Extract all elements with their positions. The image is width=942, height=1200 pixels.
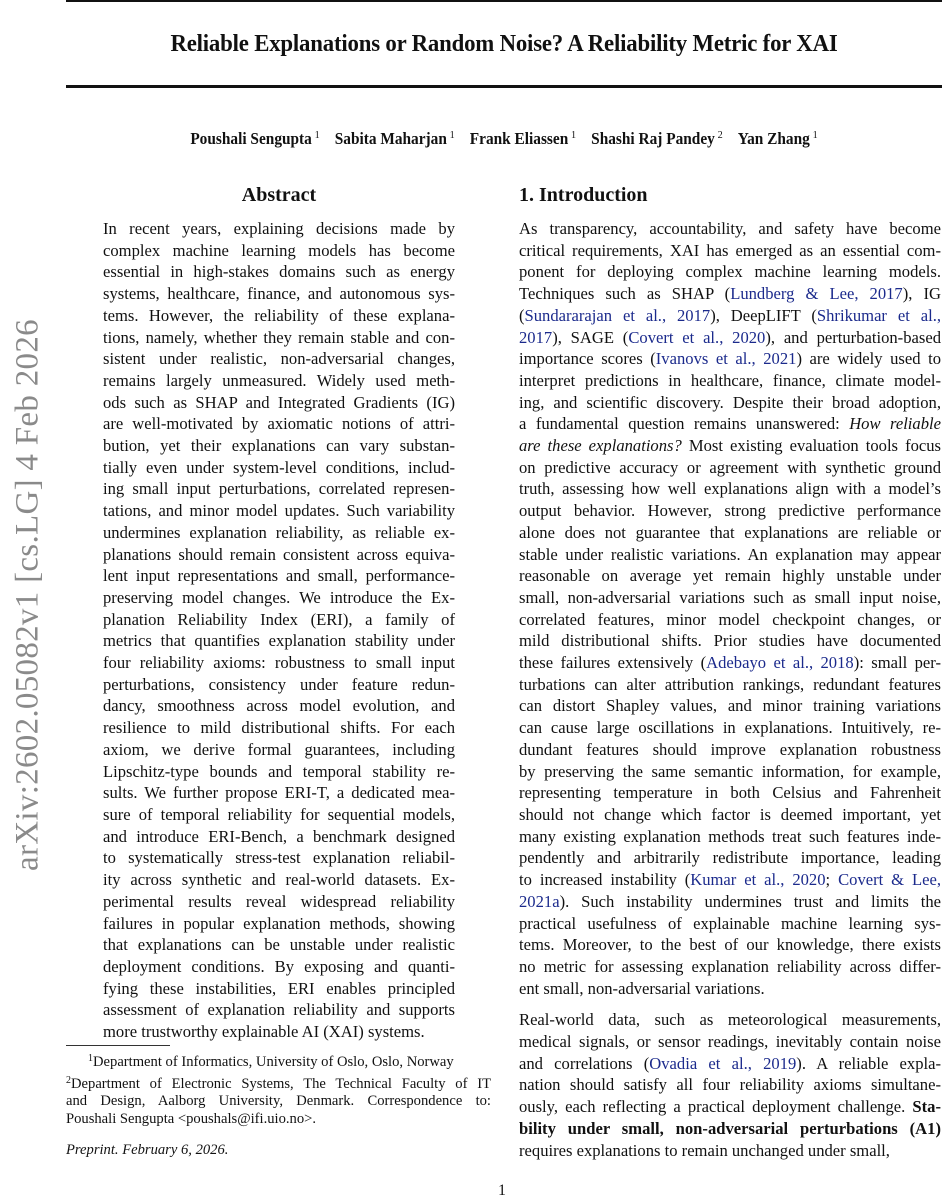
text-span: and correlations ( [519, 1053, 650, 1073]
text-span: no metric for assessing explanation reliability across differ- [519, 956, 941, 976]
text-span: pendently and arbitrarily redistribute importance, leading [519, 848, 941, 868]
introduction-paragraph-1 [519, 218, 941, 999]
text-span: can cause large oscillations in explanations. Intuitively, re- [519, 718, 941, 738]
text-line [519, 782, 941, 804]
paper-title: Reliable Explanations or Random Noise? A Reliability Metric for XAI [170, 30, 838, 57]
affiliation-footnotes [66, 1050, 491, 1128]
abstract-line: metrics that quantifies explanation stability under [103, 631, 455, 651]
abstract-line: planations should remain consistent across equiva- [103, 544, 455, 564]
author-name: Shashi Raj Pandey [591, 129, 715, 148]
citation-link[interactable]: Ivanovs et al., 2021 [655, 349, 797, 369]
author [738, 129, 818, 148]
abstract-line: complex machine learning models has become [103, 240, 455, 260]
abstract-line: are well-motivated by axiomatic notions of attri- [103, 414, 455, 434]
text-line [519, 934, 941, 956]
footnote-line [66, 1050, 491, 1072]
author-name: Yan Zhang [737, 129, 810, 148]
text-span: bility under small, non-adversarial perturbations (A1) [519, 1118, 941, 1138]
text-span: As transparency, accountability, and safety have become [519, 219, 941, 238]
text-line [519, 826, 941, 848]
title-rule-top [66, 0, 942, 2]
text-line [519, 847, 941, 869]
citation-link[interactable]: 2021a [519, 891, 560, 911]
footnote-text: Department of Informatics, University of Oslo, Oslo, Norway [93, 1054, 454, 1070]
text-span: many existing explanation methods treat such features inde- [519, 826, 941, 846]
text-span: can distort Shapley values, and minor training variations [519, 696, 941, 716]
footnote-text: and Design, Aalborg University, Denmark. Correspondence to: [66, 1093, 491, 1109]
text-line [519, 348, 941, 370]
text-line [519, 978, 941, 1000]
author-list [97, 124, 912, 150]
text-line [519, 695, 941, 717]
text-span: ; [825, 870, 839, 890]
footnote-mark: 2 [66, 1074, 71, 1086]
abstract-line: tially even under system-level conditions, includ- [103, 457, 455, 477]
text-line [519, 435, 941, 457]
text-line [519, 717, 941, 739]
text-line [519, 609, 941, 631]
text-line [519, 956, 941, 978]
abstract-line: tions, namely, whether they remain stable and con- [103, 327, 455, 347]
footnote-line [66, 1093, 491, 1111]
abstract-line: bution, yet their explanations can vary substan- [103, 436, 455, 456]
introduction-paragraph-2 [519, 1009, 941, 1161]
text-span: correlated features, minor model checkpoint changes, or [519, 609, 941, 629]
abstract-line: deployment conditions. By exposing and quanti- [103, 956, 455, 976]
author-name: Sabita Maharjan [334, 129, 447, 148]
text-line [519, 457, 941, 479]
abstract-line: tations, and minor model updates. Such variability [103, 501, 455, 521]
title-rule-bottom [66, 85, 942, 88]
citation-link[interactable]: Sundararajan et al., 2017 [524, 305, 711, 325]
text-line [519, 804, 941, 826]
text-span: critical requirements, XAI has emerged as an essential com- [519, 240, 941, 260]
text-line [519, 869, 941, 891]
text-span: ously, each reflecting a practical deployment challenge. [519, 1097, 913, 1117]
author-name: Frank Eliassen [469, 129, 569, 148]
text-line [519, 739, 941, 761]
text-span: Most existing evaluation tools focus [681, 436, 942, 456]
text-span: medical signals, or sensor readings, inevitably contain noise [519, 1032, 941, 1052]
abstract-line: Lipschitz-type bounds and temporal stability re- [103, 761, 455, 781]
abstract-line: to systematically stress-test explanation reliabil- [103, 848, 455, 868]
abstract-line: systems, healthcare, finance, and autonomous sys- [103, 284, 455, 304]
footnote-line [66, 1111, 491, 1129]
author-name: Poushali Sengupta [190, 129, 312, 148]
abstract-line: fying these instabilities, ERI enables principled [103, 978, 455, 998]
text-line [519, 392, 941, 414]
text-span: practical usefulness of explainable machine learning sys- [519, 913, 941, 933]
text-line [519, 565, 941, 587]
abstract-line: essential in high-stakes domains such as energy [103, 262, 455, 282]
abstract-line: In recent years, explaining decisions made by [103, 219, 455, 238]
abstract-line: lent input representations and small, performance- [103, 566, 455, 586]
text-line [519, 1009, 941, 1031]
abstract-line: preserving model changes. We introduce the Ex- [103, 587, 455, 607]
abstract-line: that explanations can be unstable under realistic [103, 935, 455, 955]
abstract-line: sistent under realistic, non-adversarial changes, [103, 349, 455, 369]
author [190, 129, 319, 148]
footnote-line [66, 1072, 491, 1094]
text-line [519, 370, 941, 392]
affiliation-mark: 1 [812, 129, 818, 141]
text-line [519, 652, 941, 674]
citation-link[interactable]: Shrikumar et al., [816, 305, 941, 325]
abstract-line: axiom, we derive formal guarantees, including [103, 739, 455, 759]
text-span: ponent for deploying complex machine learning models. [519, 262, 941, 282]
text-span: Real-world data, such as meteorological measurements, [519, 1010, 941, 1030]
text-line [519, 544, 941, 566]
abstract-line: four reliability axioms: robustness to small input [103, 653, 455, 673]
preprint-date: Preprint. February 6, 2026. [66, 1142, 229, 1158]
affiliation-mark: 1 [571, 129, 577, 141]
footnote-rule [66, 1045, 170, 1046]
text-line [519, 500, 941, 522]
text-span: importance scores ( [519, 349, 656, 369]
page-number: 1 [498, 1182, 506, 1199]
abstract-line: more trustworthy explainable AI (XAI) systems. [103, 1022, 425, 1042]
text-span: ), and perturbation-based [765, 327, 941, 347]
citation-link[interactable]: Ovadia et al., 2019 [649, 1053, 797, 1073]
text-span: dundant features should improve explanation robustness [519, 739, 941, 759]
citation-link[interactable]: Covert et al., 2020 [628, 327, 766, 347]
abstract-line: planation Reliability Index (ERI), a family of [103, 609, 455, 629]
abstract-line: resilience to mild distributional shifts. For each [103, 718, 455, 738]
text-line [519, 913, 941, 935]
text-line [519, 261, 941, 283]
author [335, 129, 455, 148]
text-line [519, 305, 941, 327]
text-line [519, 1140, 941, 1162]
text-span: representing temperature in both Celsius and Fahrenheit [519, 783, 941, 803]
affiliation-mark: 2 [717, 129, 723, 141]
arxiv-identifier-stamp[interactable]: arXiv:2602.05082v1 [cs.LG] 4 Feb 2026 [9, 319, 46, 871]
text-line [519, 218, 941, 240]
abstract-body [103, 218, 455, 1043]
text-span: ent small, non-adversarial variations. [519, 978, 765, 998]
author [470, 129, 576, 148]
text-span: turbations can alter attribution rankings, redundant features [519, 674, 941, 694]
abstract-heading: Abstract [241, 184, 317, 206]
text-span: ). Such instability undermines trust and limits the [559, 891, 941, 911]
text-line [519, 1074, 941, 1096]
abstract-line: remains largely unmeasured. Widely used meth- [103, 370, 455, 390]
text-span: truth, assessing how well explanations align with a model’s [519, 479, 941, 499]
text-span: nation should satisfy all four reliability axioms simultane- [519, 1075, 941, 1095]
affiliation-mark: 1 [314, 129, 320, 141]
text-line [519, 1118, 941, 1140]
text-span: ), IG [902, 284, 941, 304]
text-span: should not change which factor is deemed important, yet [519, 804, 941, 824]
abstract-line: ity across synthetic and real-world datasets. Ex- [103, 870, 455, 890]
text-line [519, 587, 941, 609]
introduction-column [519, 180, 941, 1161]
footnote-mark: 1 [88, 1053, 93, 1064]
affiliation-mark: 1 [449, 129, 455, 141]
text-span: mild distributional shifts. Prior studies have documented [519, 631, 941, 651]
abstract-line: ing small input perturbations, correlated represen- [103, 479, 455, 499]
text-line [519, 1031, 941, 1053]
abstract-line: and introduce ERI-Bench, a benchmark designed [103, 826, 455, 846]
text-line [519, 1096, 941, 1118]
text-line [519, 630, 941, 652]
abstract-line: failures in popular explanation methods, showing [103, 913, 455, 933]
text-span: reasonable on average yet remain highly unstable under [519, 566, 941, 586]
abstract-column [103, 180, 455, 1043]
text-span: these failures extensively ( [519, 653, 707, 673]
text-span: Sta- [912, 1097, 941, 1117]
text-span: ), DeepLIFT ( [710, 305, 817, 325]
citation-link[interactable]: Kumar et al., 2020 [690, 870, 826, 890]
abstract-line: sults. We further propose ERI-T, a dedicated mea- [103, 783, 455, 803]
footnote-text: Poushali Sengupta <poushals@ifi.uio.no>. [66, 1110, 317, 1127]
text-line [519, 1053, 941, 1075]
abstract-line: tems. However, the reliability of these explana- [103, 305, 455, 325]
text-line [519, 413, 941, 435]
text-line [519, 327, 941, 349]
text-line [519, 522, 941, 544]
footnote-text: Department of Electronic Systems, The Technical Faculty of IT [71, 1075, 491, 1092]
text-span: ) are widely used to [796, 349, 941, 369]
text-span: are these explanations? [519, 436, 682, 456]
text-span: to increased instability ( [519, 870, 691, 890]
abstract-line: perimental results reveal widespread reliability [103, 891, 455, 911]
text-span: tems. Moreover, to the best of our knowledge, there exists [519, 935, 941, 955]
citation-link[interactable]: 2017 [519, 327, 553, 347]
text-span: ): small per- [853, 653, 941, 673]
text-span: ). A reliable expla- [796, 1053, 941, 1073]
text-line [519, 891, 941, 913]
abstract-line: dancy, smoothness across model evolution, and [103, 696, 455, 716]
citation-link[interactable]: Adebayo et al., 2018 [706, 653, 854, 673]
abstract-line: assessment of explanation reliability and supports [103, 1000, 455, 1020]
text-span: stable under realistic variations. An explanation may appear [519, 544, 941, 564]
text-line [519, 674, 941, 696]
text-line [519, 240, 941, 262]
abstract-line: sure of temporal reliability for sequential models, [103, 804, 455, 824]
text-span: ing, and scientific discovery. Despite their broad adoption, [519, 392, 941, 412]
abstract-line: perturbations, consistency under feature redun- [103, 674, 455, 694]
abstract-line: undermines explanation reliability, as reliable ex- [103, 522, 455, 542]
text-line [519, 478, 941, 500]
section-heading-introduction: 1. Introduction [519, 184, 648, 206]
text-span: small, non-adversarial variations such as small input noise, [519, 587, 941, 607]
text-span: interpret predictions in healthcare, finance, climate model- [519, 370, 941, 390]
text-span: output behavior. However, strong predictive performance [519, 501, 941, 521]
text-span: alone does not guarantee that explanations are reliable or [519, 522, 941, 542]
text-line [519, 283, 941, 305]
text-span: by preserving the same semantic information, for example, [519, 761, 941, 781]
text-span: on predictive accuracy or agreement with synthetic ground [519, 457, 941, 477]
text-line [519, 761, 941, 783]
author [591, 129, 723, 148]
text-span: requires explanations to remain unchanged under small, [519, 1140, 890, 1160]
text-span: a fundamental question remains unanswered: [519, 414, 850, 434]
citation-link[interactable]: Covert & Lee, [838, 870, 942, 890]
abstract-line: ods such as SHAP and Integrated Gradients (IG) [103, 392, 455, 412]
text-span: Techniques such as SHAP ( [519, 284, 731, 304]
text-span: How reliable [849, 414, 941, 434]
text-span: ( [519, 305, 525, 325]
text-span: ), SAGE ( [552, 327, 629, 347]
citation-link[interactable]: Lundberg & Lee, 2017 [730, 284, 903, 304]
